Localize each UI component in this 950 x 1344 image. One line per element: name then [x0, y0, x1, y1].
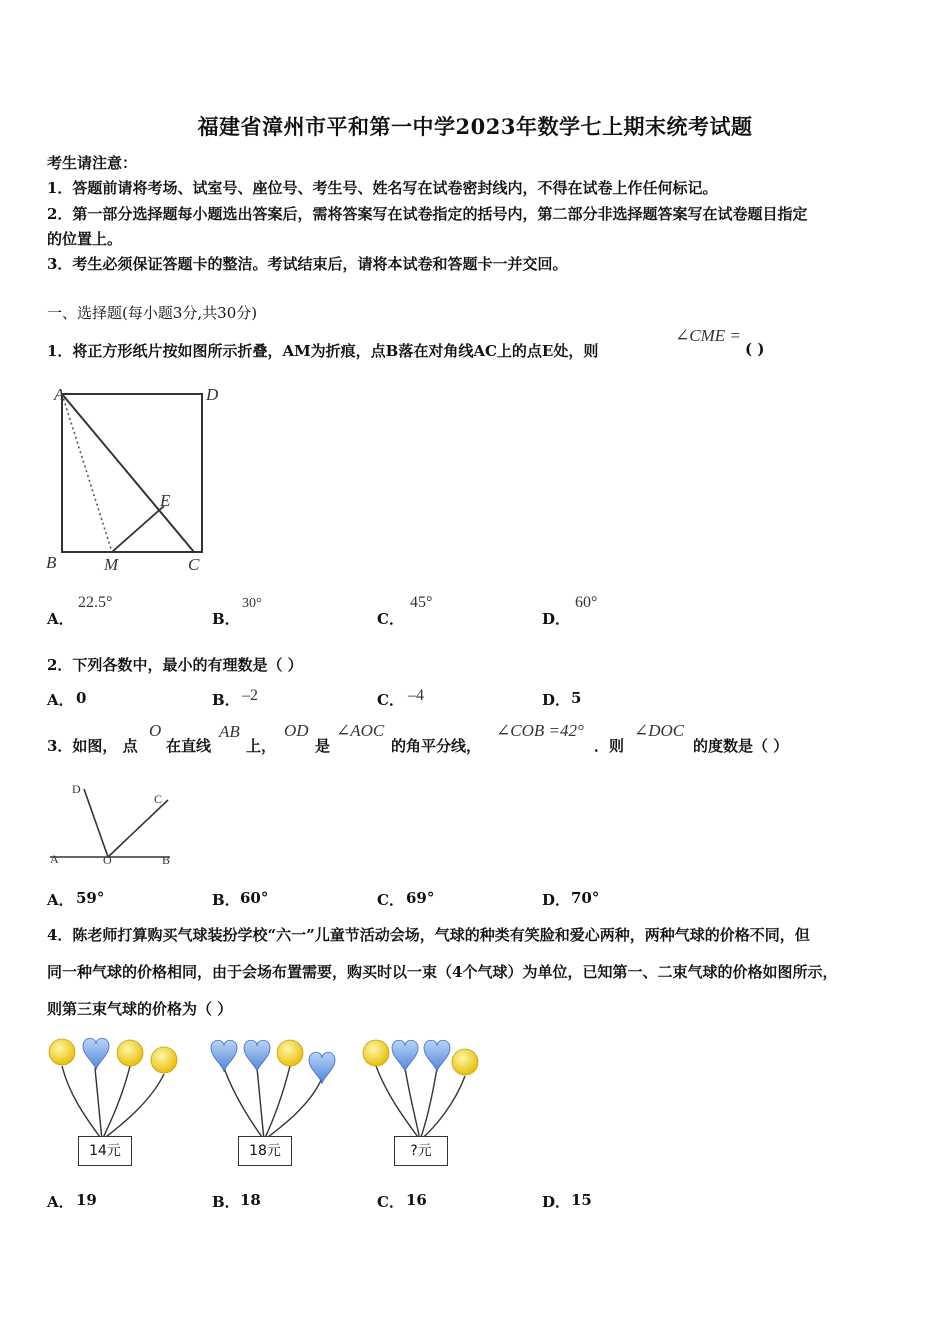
- notice-item-1: 1．答题前请将考场、试室号、座位号、考生号、姓名写在试卷密封线内，不得在试卷上作任何标记。: [47, 179, 718, 197]
- label-c: C: [188, 555, 200, 574]
- q4-option-b-value: 18: [240, 1191, 261, 1209]
- heart-balloon: [244, 1040, 270, 1072]
- q1-option-c-letter: C．: [377, 610, 404, 628]
- balloon-bunch-3: [363, 1040, 478, 1140]
- q2-option-b-letter: B．: [212, 691, 240, 709]
- label-c: C: [154, 792, 163, 806]
- q3-math-aoc: ∠AOC: [336, 721, 385, 740]
- q1-text: 1．将正方形纸片按如图所示折叠，AM为折痕，点B落在对角线AC上的点E处，则: [47, 342, 599, 360]
- q1-math: ∠CME =: [675, 326, 741, 345]
- q4-option-b-letter: B．: [212, 1193, 240, 1211]
- q2-option-c-letter: C．: [377, 691, 404, 709]
- price-tag-1: 14元: [78, 1136, 132, 1166]
- heart-balloon: [392, 1040, 418, 1072]
- q4-option-a-value: 19: [76, 1191, 97, 1209]
- section-heading: 一、选择题(每小题3分,共30分): [47, 304, 258, 322]
- smiley-balloon: [151, 1047, 177, 1073]
- q3-math-doc: ∠DOC: [634, 721, 685, 740]
- q1-option-d-letter: D．: [542, 610, 571, 628]
- q4-option-a-letter: A．: [47, 1193, 74, 1211]
- q4-line-3: 则第三束气球的价格为（ ）: [47, 1000, 233, 1018]
- q1-option-b-value: 30°: [242, 596, 262, 611]
- label-d: D: [72, 782, 81, 796]
- q1-option-a-letter: A．: [47, 610, 74, 628]
- notice-heading: 考生请注意：: [47, 154, 138, 172]
- q4-option-d-letter: D．: [542, 1193, 571, 1211]
- q3-text-3: 上，: [246, 737, 277, 755]
- label-d: D: [206, 385, 219, 404]
- q3-text-4: 是: [315, 737, 331, 755]
- q1-paren: ( ): [745, 340, 765, 358]
- notice-item-2: 2．第一部分选择题每小题选出答案后，需将答案写在试卷指定的括号内，第二部分非选择题答案写在试卷题目指定: [47, 205, 808, 223]
- page-title: 福建省漳州市平和第一中学2023年数学七上期末统考试题: [197, 114, 753, 139]
- q3-math-o: O: [149, 721, 162, 740]
- q3-option-a-letter: A．: [47, 891, 74, 909]
- q3-option-a-value: 59°: [76, 889, 105, 907]
- q3-text-6: ．则: [594, 737, 625, 755]
- smiley-balloon: [49, 1039, 75, 1065]
- q3-math-ab: AB: [219, 722, 240, 741]
- notice-item-2-cont: 的位置上。: [47, 230, 123, 248]
- heart-balloon: [83, 1038, 109, 1070]
- smiley-balloon: [117, 1040, 143, 1066]
- ray-oc: [108, 800, 168, 857]
- label-m: M: [104, 555, 119, 574]
- q2-option-b-value: –2: [242, 687, 258, 704]
- q3-text-5: 的角平分线，: [391, 737, 482, 755]
- diagonal-ac: [62, 394, 194, 552]
- label-a: A: [54, 385, 65, 404]
- q3-text-1: 3．如图， 点: [47, 737, 138, 755]
- price-tag-2: 18元: [238, 1136, 292, 1166]
- q2-option-c-value: –4: [408, 687, 424, 704]
- q1-figure: [40, 380, 230, 580]
- heart-balloon: [424, 1040, 450, 1072]
- q3-math-od: OD: [284, 721, 309, 740]
- q4-line-2: 同一种气球的价格相同，由于会场布置需要，购买时以一束（4个气球）为单位，已知第一、二束气球的价格如图所示，: [47, 963, 838, 981]
- q2-text: 2．下列各数中，最小的有理数是（ ）: [47, 656, 303, 674]
- q3-option-d-value: 70°: [571, 889, 600, 907]
- q3-option-c-letter: C．: [377, 891, 404, 909]
- q4-option-c-letter: C．: [377, 1193, 404, 1211]
- q2-option-a-letter: A．: [47, 691, 74, 709]
- q3-math-cob: ∠COB =42°: [496, 721, 584, 740]
- balloon-bunch-2: [211, 1040, 335, 1140]
- label-b: B: [162, 853, 171, 867]
- price-tag-3: ?元: [394, 1136, 448, 1166]
- q3-option-c-value: 69°: [406, 889, 435, 907]
- q3-option-b-value: 60°: [240, 889, 269, 907]
- balloon-bunch-1: [49, 1038, 177, 1140]
- smiley-balloon: [452, 1049, 478, 1075]
- q4-option-d-value: 15: [571, 1191, 592, 1209]
- q4-line-1: 4．陈老师打算购买气球装扮学校“六一”儿童节活动会场，气球的种类有笑脸和爱心两种，两种气球的价格不同，但: [47, 926, 810, 944]
- label-a: A: [50, 852, 59, 866]
- smiley-balloon: [277, 1040, 303, 1066]
- heart-balloon: [211, 1040, 237, 1072]
- q1-option-c-value: 45°: [410, 594, 433, 611]
- q1-option-b-letter: B．: [212, 610, 240, 628]
- segment-me: [112, 506, 164, 552]
- ray-od: [84, 789, 108, 857]
- q3-option-d-letter: D．: [542, 891, 571, 909]
- label-b: B: [46, 553, 57, 572]
- q4-option-c-value: 16: [406, 1191, 427, 1209]
- q2-option-a-value: 0: [76, 689, 87, 707]
- smiley-balloon: [363, 1040, 389, 1066]
- notice-item-3: 3．考生必须保证答题卡的整洁。考试结束后，请将本试卷和答题卡一并交回。: [47, 255, 568, 273]
- q2-option-d-letter: D．: [542, 691, 571, 709]
- label-o: O: [103, 853, 112, 867]
- q3-text-2: 在直线: [166, 737, 212, 755]
- q1-option-d-value: 60°: [575, 594, 598, 611]
- q1-option-a-value: 22.5°: [78, 594, 113, 611]
- label-e: E: [160, 491, 171, 510]
- q3-text-7: 的度数是（ ）: [693, 737, 789, 755]
- q3-figure: [40, 775, 190, 875]
- q3-option-b-letter: B．: [212, 891, 240, 909]
- q2-option-d-value: 5: [571, 689, 582, 707]
- heart-balloon: [309, 1052, 335, 1084]
- fold-line-am: [62, 394, 112, 552]
